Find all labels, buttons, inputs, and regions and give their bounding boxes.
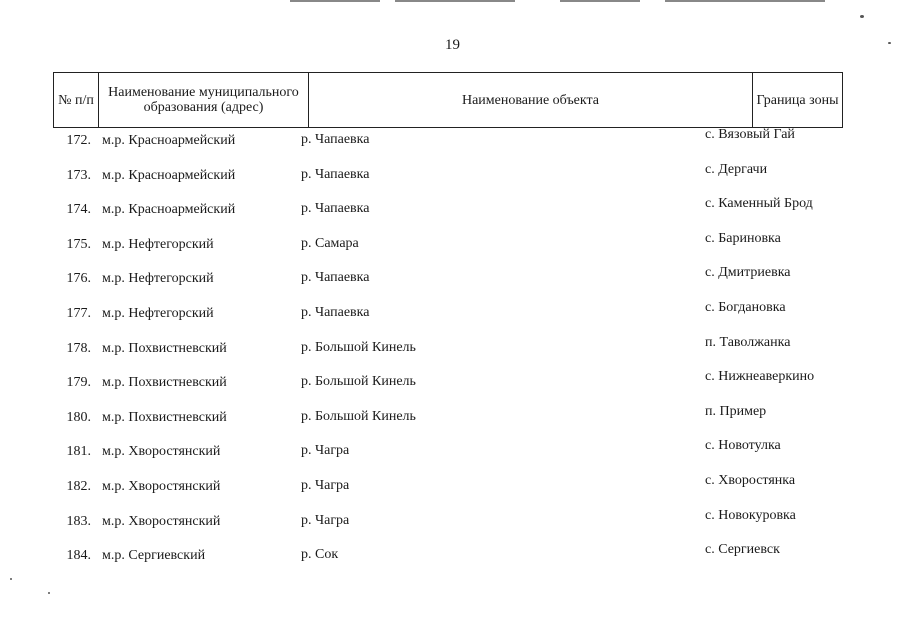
row-municipality: м.р. Хворостянский: [102, 444, 221, 460]
row-municipality: м.р. Похвистневский: [102, 340, 227, 356]
table-row: [53, 267, 843, 302]
table-row: [53, 440, 843, 475]
row-number: 174.: [66, 202, 91, 218]
row-zone: с. Каменный Брод: [705, 196, 813, 212]
table-row: [53, 230, 843, 268]
scan-edge-line: [290, 0, 380, 2]
row-municipality: м.р. Похвистневский: [102, 375, 227, 391]
header-zone: Граница зоны: [756, 92, 839, 108]
table-row: [53, 198, 843, 233]
row-municipality: м.р. Красноармейский: [102, 133, 236, 148]
row-object: р. Большой Кинель: [301, 374, 416, 390]
row-zone: с. Сергиевск: [705, 542, 780, 558]
row-zone: с. Хворостянка: [705, 472, 796, 488]
row-zone: с. Дергачи: [705, 161, 768, 177]
table-body: [53, 129, 843, 579]
row-zone: с. Вязовый Гай: [705, 127, 795, 142]
table-row: [53, 299, 843, 337]
table-row: [53, 403, 843, 441]
table-row: [53, 334, 843, 372]
row-zone: п. Таволжанка: [705, 334, 791, 350]
row-zone: с. Бариновка: [705, 230, 781, 246]
scan-speck: [10, 578, 12, 580]
table-row: [53, 472, 843, 510]
row-number: 173.: [66, 167, 91, 183]
header-num: № п/п: [54, 73, 99, 127]
page-number: 19: [445, 37, 460, 53]
row-object: р. Самара: [301, 235, 359, 251]
row-zone: с. Нижнеаверкино: [705, 369, 815, 385]
row-number: 181.: [66, 444, 91, 460]
row-municipality: м.р. Похвистневский: [102, 409, 227, 425]
row-municipality: м.р. Нефтегорский: [102, 271, 214, 287]
row-municipality: м.р. Нефтегорский: [102, 236, 214, 252]
table-row: [53, 161, 843, 199]
row-number: 180.: [66, 409, 91, 425]
table-row: [53, 371, 843, 406]
row-zone: с. Новотулка: [705, 438, 781, 454]
table-header: [53, 72, 843, 128]
row-number: 179.: [66, 375, 91, 391]
row-number: 182.: [66, 478, 91, 494]
row-object: р. Чапаевка: [301, 166, 370, 182]
row-object: р. Чапаевка: [301, 132, 370, 147]
row-object: р. Чапаевка: [301, 270, 370, 286]
row-object: р. Большой Кинель: [301, 408, 416, 424]
row-municipality: м.р. Красноармейский: [102, 202, 236, 218]
scan-speck: [48, 592, 50, 594]
header-municipality: Наименование муниципального образования (адрес): [99, 73, 309, 127]
row-number: 175.: [66, 236, 91, 252]
row-number: 176.: [66, 271, 91, 287]
row-object: р. Чагра: [301, 512, 350, 528]
row-object: р. Сок: [301, 547, 339, 563]
table-row: [53, 507, 843, 545]
scan-edge-line: [665, 0, 825, 2]
scan-edge-line: [560, 0, 640, 2]
header-object: Наименование объекта: [309, 73, 753, 127]
row-object: р. Большой Кинель: [301, 339, 416, 355]
scan-edge-line: [395, 0, 515, 2]
row-municipality: м.р. Сергиевский: [102, 548, 206, 564]
table-row: [53, 129, 843, 164]
row-zone: с. Богдановка: [705, 299, 786, 315]
scan-speck: [860, 15, 864, 18]
row-municipality: м.р. Хворостянский: [102, 513, 221, 529]
row-number: 184.: [66, 548, 91, 564]
row-object: р. Чагра: [301, 477, 350, 493]
row-zone: п. Пример: [705, 403, 767, 419]
row-number: 172.: [66, 133, 91, 148]
row-municipality: м.р. Красноармейский: [102, 167, 236, 183]
row-number: 178.: [66, 340, 91, 356]
row-zone: с. Новокуровка: [705, 507, 796, 523]
row-object: р. Чагра: [301, 443, 350, 459]
row-municipality: м.р. Нефтегорский: [102, 305, 214, 321]
row-number: 177.: [66, 305, 91, 321]
row-municipality: м.р. Хворостянский: [102, 478, 221, 494]
row-object: р. Чапаевка: [301, 201, 370, 217]
table-row: [53, 544, 843, 579]
row-object: р. Чапаевка: [301, 304, 370, 320]
row-zone: с. Дмитриевка: [705, 265, 791, 281]
row-number: 183.: [66, 513, 91, 529]
